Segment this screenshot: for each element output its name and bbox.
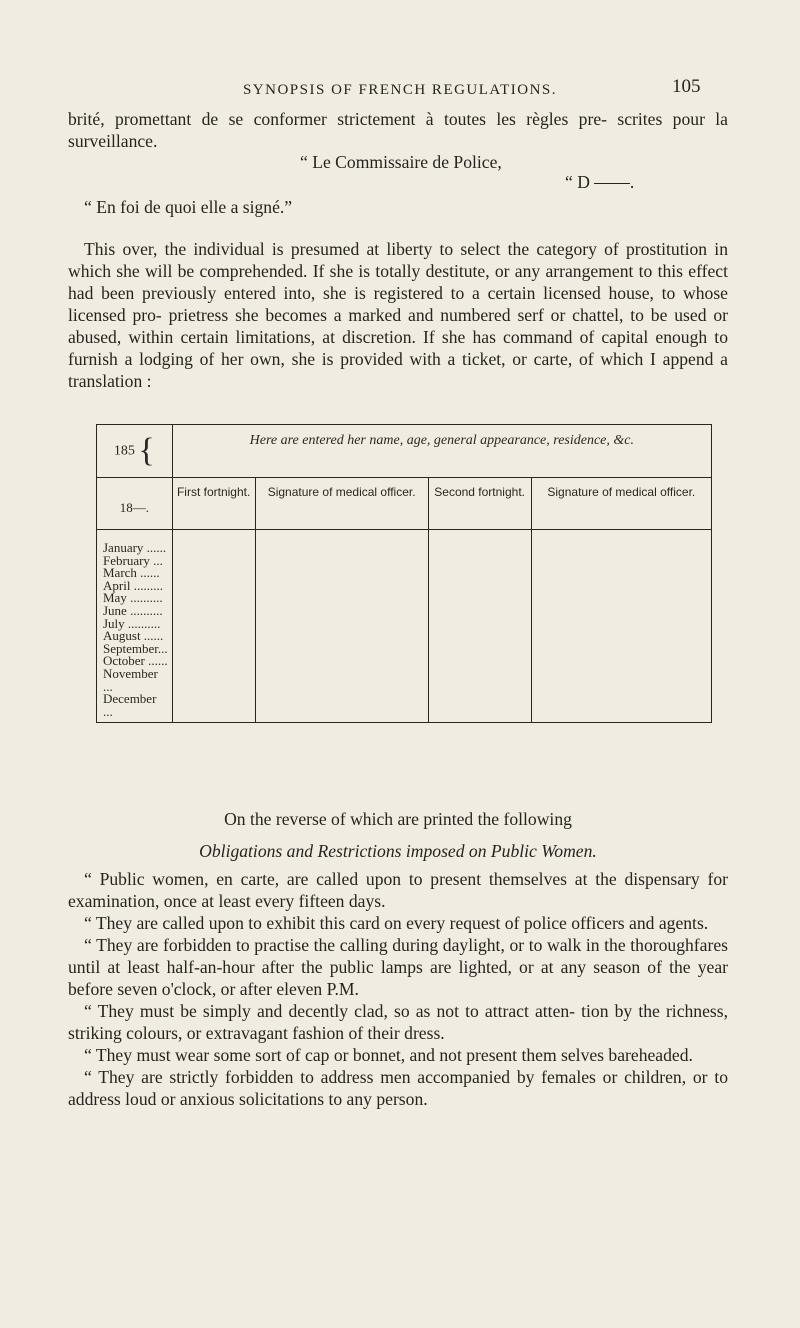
blank-signature-1 bbox=[255, 530, 428, 723]
signature-initial: “ D . bbox=[565, 172, 635, 192]
month-item: November ... bbox=[103, 665, 158, 694]
months-list bbox=[97, 530, 173, 723]
carte-form-table bbox=[96, 424, 712, 723]
signature-initial-text: “ D bbox=[565, 172, 590, 192]
blank-first-fortnight bbox=[172, 530, 255, 723]
running-head: SYNOPSIS OF FRENCH REGULATIONS. bbox=[242, 82, 558, 98]
col-head-first-fortnight: First fortnight. bbox=[172, 478, 255, 530]
col-head-second-fortnight: Second fortnight. bbox=[428, 478, 531, 530]
form-year: 185 bbox=[113, 443, 135, 459]
signature-rule bbox=[594, 183, 630, 184]
paragraph-category: This over, the individual is presumed at liberty to select the category of prostitution in which she will be comprehended. If she is totally destitute, or any arrangement to this effect had been previously entered into, she is registered to a certain licensed house, to whose licensed pro- prietress she becomes a marked and numbered serf or chattel, to be used or abused, within certain limitations, at discretion. If she has command of capital enough to furnish a lodging of her own, she is provided with a ticket, or carte, of which I append a translation : bbox=[68, 239, 728, 391]
month-item: August ...... bbox=[103, 628, 164, 644]
form-column-heads bbox=[97, 478, 712, 530]
col-head-signature-1: Signature of medical officer. bbox=[255, 478, 428, 530]
month-item: June .......... bbox=[103, 602, 163, 618]
rule-item: “ They are strictly forbidden to address men accompanied by females or children, or to address loud or anxious solicitations to any person. bbox=[68, 1067, 728, 1109]
month-item: April ......... bbox=[103, 577, 163, 593]
month-item: July .......... bbox=[103, 615, 161, 631]
month-item: March ...... bbox=[103, 565, 160, 581]
month-item: May .......... bbox=[103, 590, 163, 606]
blank-second-fortnight bbox=[428, 530, 531, 723]
form-header-row bbox=[97, 425, 712, 478]
rule-item: “ They must be simply and decently clad, so as not to attract atten- tion by the richness, striking colours, or extravagant fashion of their dress. bbox=[68, 1001, 728, 1043]
section-heading-obligations: Obligations and Restrictions imposed on Public Women. bbox=[199, 841, 597, 861]
paragraph-signed: “ En foi de quoi elle a signé.” bbox=[84, 197, 293, 217]
rules-list bbox=[68, 868, 728, 1110]
month-item: February ... bbox=[103, 552, 163, 568]
rule-item: “ They must wear some sort of cap or bonnet, and not present them selves bareheaded. bbox=[84, 1045, 693, 1065]
blank-signature-2 bbox=[531, 530, 711, 723]
rule-item: “ They are forbidden to practise the calling during daylight, or to walk in the thoroughfares until at least half-an-hour after the public lamps are lighted, or at any season of the year before seven o'clock, or after eleven P.M. bbox=[68, 935, 728, 999]
paragraph-reverse: On the reverse of which are printed the following bbox=[224, 809, 572, 829]
month-item: September... bbox=[103, 640, 168, 656]
month-item: October ...... bbox=[103, 653, 168, 669]
col-head-signature-2: Signature of medical officer. bbox=[531, 478, 711, 530]
paragraph-french-oath: brité, promettant de se conformer strictement à toutes les règles pre- scrites pour la surveillance. bbox=[68, 109, 728, 151]
signature-commissaire: “ Le Commissaire de Police, bbox=[300, 152, 502, 172]
form-year-cell bbox=[97, 425, 173, 478]
form-header-description: Here are entered her name, age, general appearance, residence, &c. bbox=[172, 425, 711, 478]
form-body-row bbox=[97, 530, 712, 723]
page-number: 105 bbox=[672, 76, 701, 97]
rule-item: “ They are called upon to exhibit this card on every request of police officers and agents. bbox=[84, 913, 709, 933]
month-item: December ... bbox=[103, 691, 157, 719]
col-head-year: 18—. bbox=[97, 478, 173, 530]
month-item: January ...... bbox=[103, 540, 167, 555]
brace-icon: { bbox=[138, 431, 155, 469]
rule-item: “ Public women, en carte, are called upon to present themselves at the dispensary for examination, once at least every fifteen days. bbox=[68, 869, 728, 911]
